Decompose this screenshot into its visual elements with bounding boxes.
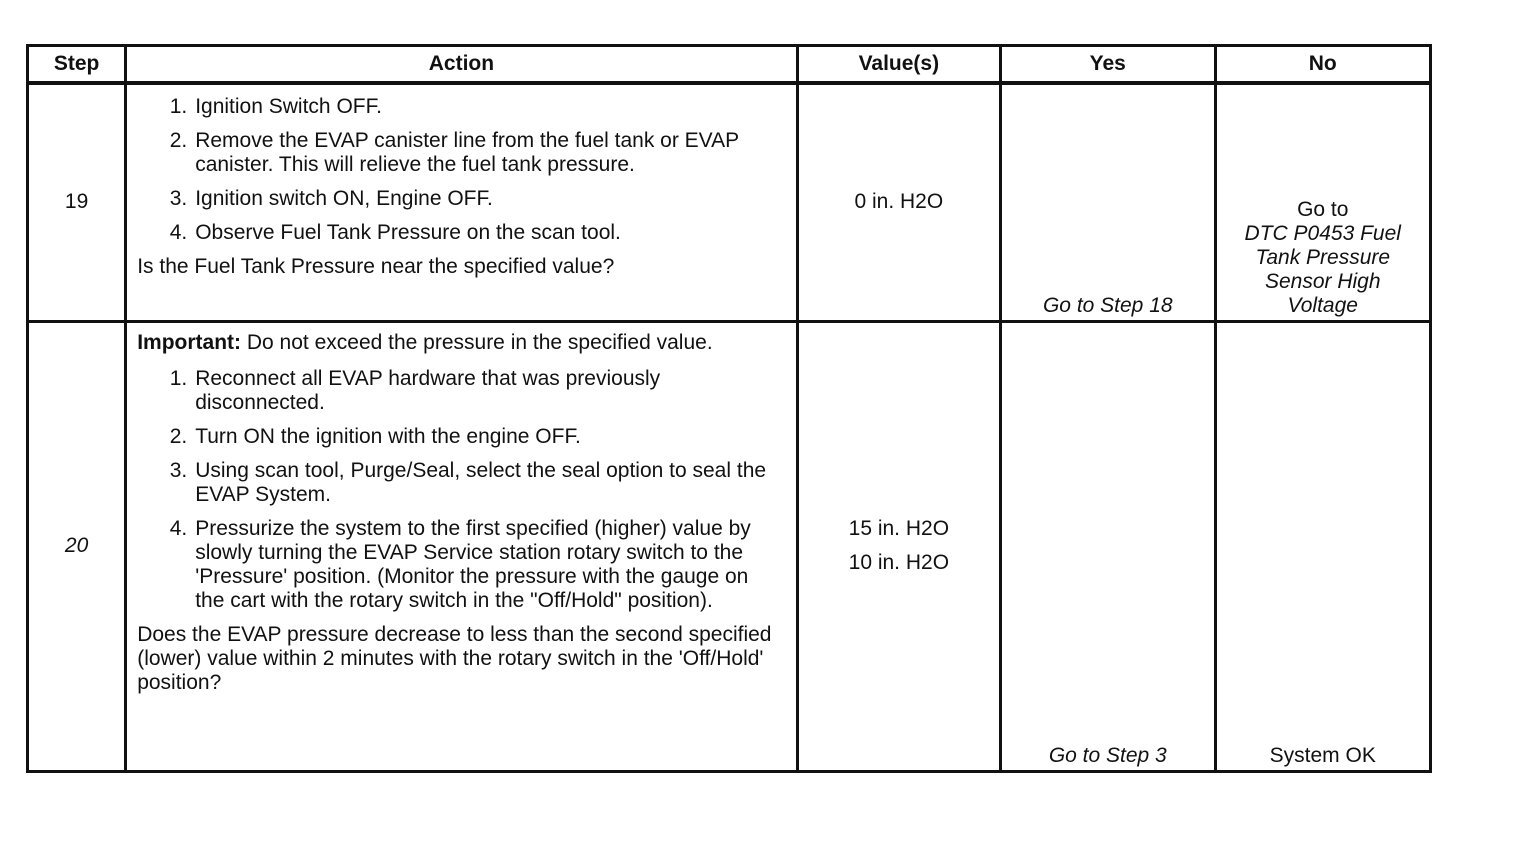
step-item-number: 3. — [169, 187, 188, 210]
step-item-number: 4. — [169, 221, 188, 244]
header-no: No — [1215, 46, 1431, 84]
important-text: Do not exceed the pressure in the specified value. — [246, 330, 713, 354]
step-item-number: 3. — [169, 458, 188, 482]
yes-goto: Go to Step 3 — [1048, 743, 1167, 767]
yes-goto: Go to Step 18 — [1042, 293, 1173, 317]
table-row — [28, 83, 1431, 321]
important-label: Important: — [137, 330, 242, 354]
value-cell — [797, 83, 1000, 321]
diagnostic-table — [26, 44, 1432, 773]
header-values: Value(s) — [797, 46, 1000, 84]
list-item — [137, 367, 773, 415]
action-question: Is the Fuel Tank Pressure near the specified value? — [137, 255, 615, 278]
step-item-number: 2. — [169, 129, 188, 152]
action-steps — [137, 95, 773, 245]
step-item-text: Turn ON the ignition with the engine OFF. — [195, 424, 581, 448]
step-item-text: Ignition switch ON, Engine OFF. — [195, 187, 493, 210]
no-cell — [1215, 321, 1431, 771]
table-row — [28, 321, 1431, 771]
step-number: 19 — [28, 83, 126, 321]
step-item-text: Reconnect all EVAP hardware that was previously disconnected. — [195, 366, 661, 414]
action-cell — [126, 321, 797, 771]
step-item-text: Ignition Switch OFF. — [195, 95, 382, 118]
step-item-text: Pressurize the system to the first specified (higher) value by slowly turning the EVAP Service station rotary switch to the 'Pressure' position. (Monitor the pressure with the gauge on the cart with the rotary switch in the "Off/Hold" position). — [195, 516, 751, 612]
value-cell — [797, 321, 1000, 771]
step-number: 20 — [28, 321, 126, 771]
step-item-number: 1. — [169, 366, 188, 390]
header-action: Action — [126, 46, 797, 84]
header-step: Step — [28, 46, 126, 84]
no-goto-prefix: Go to — [1297, 197, 1349, 221]
step-item-text: Remove the EVAP canister line from the fuel tank or EVAP canister. This will relieve the fuel tank pressure. — [195, 129, 739, 176]
step-item-number: 4. — [169, 516, 188, 540]
header-yes: Yes — [1001, 46, 1215, 84]
specified-value: 15 in. H2O — [848, 517, 950, 540]
list-item — [137, 459, 773, 507]
step-item-text: Observe Fuel Tank Pressure on the scan tool. — [195, 221, 621, 244]
list-item — [137, 187, 773, 211]
specified-value: 0 in. H2O — [854, 190, 944, 214]
yes-cell — [1001, 321, 1215, 771]
no-result: System OK — [1269, 743, 1376, 767]
no-goto-target: DTC P0453 Fuel Tank Pressure Sensor High Voltage — [1244, 221, 1401, 317]
list-item — [137, 129, 773, 177]
list-item — [137, 95, 773, 119]
header-row — [28, 46, 1431, 84]
yes-cell — [1001, 83, 1215, 321]
list-item — [137, 425, 773, 449]
step-item-number: 2. — [169, 424, 188, 448]
step-item-text: Using scan tool, Purge/Seal, select the seal option to seal the EVAP System. — [195, 458, 767, 506]
important-note — [137, 331, 773, 355]
step-item-number: 1. — [169, 95, 188, 118]
specified-value: 10 in. H2O — [848, 551, 950, 574]
action-steps — [137, 367, 773, 613]
list-item — [137, 517, 773, 613]
action-question: Does the EVAP pressure decrease to less than the second specified (lower) value within 2 minutes with the rotary switch in the 'Off/Hold' position? — [137, 622, 772, 694]
action-cell — [126, 83, 797, 321]
no-cell — [1215, 83, 1431, 321]
list-item — [137, 221, 773, 245]
